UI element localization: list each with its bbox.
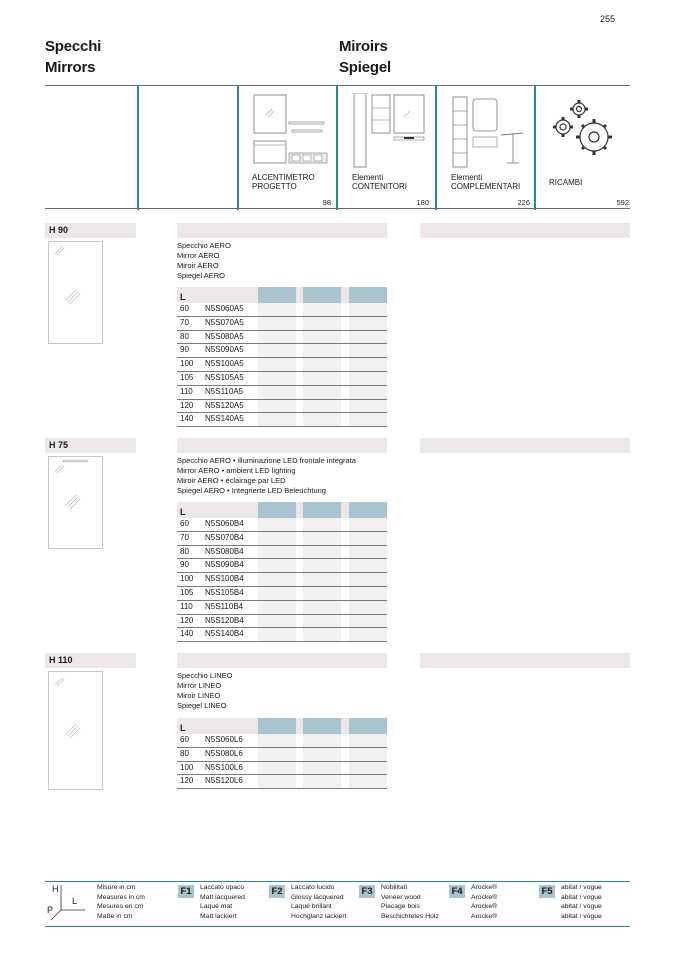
price-cell bbox=[349, 546, 387, 559]
price-cell bbox=[258, 386, 296, 399]
section-header-bar bbox=[177, 223, 387, 238]
axis-p-label: P bbox=[47, 905, 54, 915]
section-label-h90: H 90 bbox=[45, 223, 136, 238]
price-cell bbox=[349, 532, 387, 545]
section-header-bar bbox=[177, 653, 387, 668]
section-header-bar bbox=[420, 438, 630, 453]
price-cell bbox=[258, 532, 296, 545]
price-cell bbox=[258, 587, 296, 600]
finish-column-header bbox=[303, 502, 341, 518]
section-label-h75: H 75 bbox=[45, 438, 136, 453]
finish-text: Arocke® bbox=[471, 903, 498, 910]
nav-label: COMPLEMENTARI bbox=[451, 182, 521, 191]
width-value: 105 bbox=[180, 372, 194, 382]
product-code: N5S080B4 bbox=[205, 546, 244, 556]
product-description bbox=[177, 671, 232, 711]
price-cell bbox=[303, 546, 341, 559]
product-code: N5S100B4 bbox=[205, 574, 244, 584]
finish-text: Arocke® bbox=[471, 893, 498, 901]
measures-de: Maße in cm bbox=[97, 912, 133, 920]
width-value: 120 bbox=[180, 615, 194, 625]
price-cell bbox=[349, 748, 387, 761]
nav-label: RICAMBI bbox=[549, 178, 583, 187]
price-table bbox=[177, 718, 387, 789]
price-cell bbox=[258, 628, 296, 641]
width-value: 80 bbox=[180, 546, 189, 556]
title-de: Spiegel bbox=[339, 59, 391, 76]
price-cell bbox=[349, 559, 387, 572]
product-code: N5S090A5 bbox=[205, 345, 244, 355]
desc-en: Mirror AERO • ambient LED lighting bbox=[177, 466, 296, 475]
product-code: N5S060L6 bbox=[205, 735, 243, 744]
finish-code-f5: F5 bbox=[539, 885, 555, 898]
width-value: 90 bbox=[180, 345, 189, 355]
price-cell bbox=[258, 615, 296, 628]
price-cell bbox=[349, 303, 387, 316]
product-code: N5S100L6 bbox=[205, 762, 243, 772]
mirror-led-reflection-icon bbox=[49, 457, 102, 548]
price-cell bbox=[303, 344, 341, 357]
finish-text: abitat / vogue bbox=[561, 893, 602, 901]
table-row bbox=[177, 372, 387, 386]
desc-fr: Miroir LINEO bbox=[177, 691, 221, 700]
nav-separator bbox=[336, 86, 338, 210]
product-description bbox=[177, 456, 356, 496]
price-cell bbox=[349, 400, 387, 413]
price-cell bbox=[258, 762, 296, 775]
width-value: 110 bbox=[180, 601, 193, 611]
price-cell bbox=[258, 546, 296, 559]
price-cell bbox=[349, 628, 387, 641]
product-code: N5S080A5 bbox=[205, 331, 244, 341]
axis-h-label: H bbox=[52, 884, 59, 894]
price-cell bbox=[303, 615, 341, 628]
price-cell bbox=[303, 532, 341, 545]
price-cell bbox=[349, 573, 387, 586]
table-row bbox=[177, 386, 387, 400]
finish-column-header bbox=[303, 287, 341, 303]
nav-ricambi-link[interactable] bbox=[549, 97, 619, 187]
nav-page-number: 180 bbox=[416, 198, 429, 207]
finish-text: Hochglanz lackiert bbox=[291, 912, 347, 920]
product-code: N5S120L6 bbox=[205, 776, 243, 786]
title-left bbox=[45, 36, 101, 78]
price-cell bbox=[303, 587, 341, 600]
finish-text: abitat / vogue bbox=[561, 912, 602, 920]
price-cell bbox=[258, 358, 296, 371]
price-cell bbox=[258, 518, 296, 531]
product-code: N5S120A5 bbox=[205, 400, 244, 410]
width-value: 60 bbox=[180, 519, 189, 528]
price-cell bbox=[303, 358, 341, 371]
price-cell bbox=[303, 317, 341, 330]
finish-code-f3: F3 bbox=[359, 885, 375, 898]
table-row bbox=[177, 628, 387, 642]
price-cell bbox=[349, 775, 387, 788]
price-cell bbox=[303, 748, 341, 761]
finish-text: Matt lackiert bbox=[200, 912, 237, 920]
price-cell bbox=[258, 748, 296, 761]
section-header-bar bbox=[420, 223, 630, 238]
finish-column-header bbox=[303, 718, 341, 734]
nav-label: PROGETTO bbox=[252, 182, 297, 191]
nav-page-number: 226 bbox=[517, 198, 530, 207]
measures-en: Measures in cm bbox=[97, 893, 145, 901]
nav-alcentimetro-link[interactable] bbox=[252, 93, 332, 191]
price-cell bbox=[258, 775, 296, 788]
price-cell bbox=[303, 518, 341, 531]
width-column-header: L bbox=[180, 723, 186, 733]
desc-de: Spiegel AERO bbox=[177, 271, 225, 280]
desc-de: Spiegel AERO • Integrierte LED Beleuchtung bbox=[177, 486, 326, 495]
price-cell bbox=[303, 762, 341, 775]
price-cell bbox=[303, 628, 341, 641]
width-value: 105 bbox=[180, 587, 194, 597]
desc-en: Mirror AERO bbox=[177, 251, 220, 260]
finish-code-f4: F4 bbox=[449, 885, 465, 898]
mirror-reflection-icon bbox=[49, 672, 102, 789]
measures-fr: Mesures en cm bbox=[97, 903, 144, 910]
price-cell bbox=[258, 372, 296, 385]
desc-de: Spiegel LINEO bbox=[177, 701, 227, 710]
price-cell bbox=[258, 317, 296, 330]
product-code: N5S120B4 bbox=[205, 615, 244, 625]
price-cell bbox=[349, 317, 387, 330]
width-value: 80 bbox=[180, 748, 189, 758]
table-row bbox=[177, 358, 387, 372]
finish-column-header bbox=[258, 718, 296, 734]
product-code: N5S060A5 bbox=[205, 304, 244, 313]
finish-column-header bbox=[349, 502, 387, 518]
dimension-axes-diagram bbox=[45, 883, 87, 923]
mirror-illustration bbox=[48, 671, 103, 790]
finish-code-f2: F2 bbox=[269, 885, 285, 898]
finish-text: Glossy lacquered bbox=[291, 893, 344, 901]
width-value: 70 bbox=[180, 317, 189, 327]
table-row bbox=[177, 400, 387, 414]
price-table bbox=[177, 502, 387, 642]
table-row bbox=[177, 546, 387, 560]
finish-text: Matt lacquered bbox=[200, 893, 245, 901]
nav-separator bbox=[237, 86, 239, 210]
table-row bbox=[177, 775, 387, 789]
price-cell bbox=[303, 303, 341, 316]
width-value: 140 bbox=[180, 629, 194, 639]
footer-top-rule bbox=[45, 881, 630, 882]
table-body bbox=[177, 303, 387, 427]
section-header-bar bbox=[420, 653, 630, 668]
width-value: 80 bbox=[180, 331, 189, 341]
mirror-illustration bbox=[48, 456, 103, 549]
mirror-illustration bbox=[48, 241, 103, 344]
table-row bbox=[177, 317, 387, 331]
nav-label: Elementi bbox=[451, 173, 483, 182]
table-row bbox=[177, 587, 387, 601]
product-code: N5S140A5 bbox=[205, 414, 244, 424]
table-row bbox=[177, 559, 387, 573]
price-cell bbox=[258, 734, 296, 747]
nav-page-number: 98 bbox=[322, 198, 331, 207]
product-code: N5S105B4 bbox=[205, 587, 244, 597]
price-cell bbox=[303, 573, 341, 586]
desc-it: Specchio AERO • illuminazione LED frontale integrata bbox=[177, 456, 356, 465]
table-row bbox=[177, 615, 387, 629]
finish-text: Veneer wood bbox=[381, 893, 421, 901]
finish-text: Placage bois bbox=[381, 903, 420, 910]
price-cell bbox=[303, 775, 341, 788]
title-right bbox=[339, 36, 391, 78]
price-cell bbox=[349, 372, 387, 385]
title-fr: Miroirs bbox=[339, 38, 388, 55]
product-code: N5S110B4 bbox=[205, 601, 244, 611]
desc-fr: Miroir AERO bbox=[177, 261, 219, 270]
table-body bbox=[177, 518, 387, 642]
finish-column-header bbox=[258, 502, 296, 518]
finish-text: Laccato lucido bbox=[291, 884, 335, 891]
cabinets-illustration bbox=[352, 93, 432, 168]
width-value: 110 bbox=[180, 386, 193, 396]
price-cell bbox=[258, 344, 296, 357]
product-code: N5S080L6 bbox=[205, 748, 243, 758]
table-row bbox=[177, 573, 387, 587]
product-code: N5S100A5 bbox=[205, 359, 244, 369]
width-value: 60 bbox=[180, 304, 189, 313]
nav-complementari-link[interactable] bbox=[451, 93, 531, 191]
nav-label: ALCENTIMETRO bbox=[252, 173, 315, 182]
price-cell bbox=[303, 400, 341, 413]
axis-l-label: L bbox=[72, 896, 78, 906]
finish-text: Beschichtetes Holz bbox=[381, 912, 439, 920]
nav-separator bbox=[534, 86, 536, 210]
price-table bbox=[177, 287, 387, 427]
page-number: 255 bbox=[600, 14, 616, 24]
price-cell bbox=[349, 331, 387, 344]
table-row bbox=[177, 748, 387, 762]
table-row bbox=[177, 303, 387, 317]
price-cell bbox=[349, 386, 387, 399]
price-cell bbox=[349, 358, 387, 371]
finish-text: Laccato opaco bbox=[200, 884, 245, 891]
width-value: 70 bbox=[180, 532, 189, 542]
product-description bbox=[177, 241, 231, 281]
price-cell bbox=[303, 413, 341, 426]
finish-column-header bbox=[349, 287, 387, 303]
price-cell bbox=[258, 573, 296, 586]
mirror-project-illustration bbox=[252, 93, 332, 168]
price-cell bbox=[349, 518, 387, 531]
finish-text: Arocke® bbox=[471, 884, 498, 891]
finish-code-f1: F1 bbox=[178, 885, 194, 898]
finish-legend-f2 bbox=[291, 883, 347, 921]
table-row bbox=[177, 413, 387, 427]
section-header-bar bbox=[177, 438, 387, 453]
table-row bbox=[177, 734, 387, 748]
measures-legend bbox=[97, 883, 145, 921]
price-cell bbox=[258, 559, 296, 572]
nav-page-number: 592 bbox=[616, 198, 629, 207]
finish-legend-f1 bbox=[200, 883, 245, 921]
measures-it: Misure in cm bbox=[97, 884, 136, 891]
finish-column-header bbox=[258, 287, 296, 303]
price-cell bbox=[258, 413, 296, 426]
finish-text: Arocke® bbox=[471, 912, 498, 920]
product-code: N5S140B4 bbox=[205, 629, 244, 639]
price-cell bbox=[303, 559, 341, 572]
finish-legend-f5 bbox=[561, 883, 602, 921]
complementary-elements-illustration bbox=[451, 93, 531, 168]
product-code: N5S060B4 bbox=[205, 519, 244, 528]
desc-it: Specchio LINEO bbox=[177, 671, 233, 680]
finish-text: Laqué brillant bbox=[291, 903, 332, 910]
desc-en: Mirror LINEO bbox=[177, 681, 222, 690]
price-cell bbox=[349, 344, 387, 357]
finish-legend-f4 bbox=[471, 883, 497, 921]
mirror-reflection-icon bbox=[49, 242, 102, 343]
nav-separator bbox=[435, 86, 437, 210]
price-cell bbox=[258, 331, 296, 344]
table-header bbox=[177, 502, 387, 518]
finish-text: abitat / vogue bbox=[561, 884, 602, 891]
width-column-header: L bbox=[180, 507, 186, 517]
finish-text: Laqué mat bbox=[200, 903, 233, 910]
table-row bbox=[177, 601, 387, 615]
price-cell bbox=[349, 615, 387, 628]
price-cell bbox=[349, 734, 387, 747]
product-code: N5S105A5 bbox=[205, 372, 244, 382]
price-cell bbox=[303, 601, 341, 614]
nav-separator bbox=[137, 86, 139, 210]
price-cell bbox=[258, 400, 296, 413]
table-row bbox=[177, 532, 387, 546]
width-value: 100 bbox=[180, 574, 194, 584]
desc-fr: Miroir AERO • éclairage par LED bbox=[177, 476, 286, 485]
price-cell bbox=[303, 331, 341, 344]
finish-text: abitat / vogue bbox=[561, 903, 602, 910]
width-value: 90 bbox=[180, 560, 189, 570]
table-header bbox=[177, 287, 387, 303]
width-value: 120 bbox=[180, 400, 194, 410]
width-value: 140 bbox=[180, 414, 194, 424]
price-cell bbox=[303, 386, 341, 399]
section-label-h110: H 110 bbox=[45, 653, 136, 668]
table-row bbox=[177, 762, 387, 776]
price-cell bbox=[349, 762, 387, 775]
nav-label: Elementi bbox=[352, 173, 384, 182]
price-cell bbox=[303, 372, 341, 385]
title-en: Mirrors bbox=[45, 59, 96, 76]
finish-column-header bbox=[349, 718, 387, 734]
desc-it: Specchio AERO bbox=[177, 241, 231, 250]
price-cell bbox=[258, 601, 296, 614]
width-value: 120 bbox=[180, 776, 194, 786]
finish-legend-f3 bbox=[381, 883, 439, 921]
width-value: 100 bbox=[180, 762, 194, 772]
nav-contenitori-link[interactable] bbox=[352, 93, 432, 191]
product-code: N5S110A5 bbox=[205, 386, 244, 396]
table-header bbox=[177, 718, 387, 734]
price-cell bbox=[258, 303, 296, 316]
table-row bbox=[177, 518, 387, 532]
gears-icon bbox=[549, 97, 619, 167]
nav-label: CONTENITORI bbox=[352, 182, 407, 191]
price-cell bbox=[303, 734, 341, 747]
product-code: N5S070A5 bbox=[205, 317, 244, 327]
table-body bbox=[177, 734, 387, 789]
footer-bottom-rule bbox=[45, 926, 630, 927]
finish-text: Nobilitati bbox=[381, 884, 408, 891]
price-cell bbox=[349, 587, 387, 600]
width-value: 100 bbox=[180, 359, 194, 369]
product-code: N5S090B4 bbox=[205, 560, 244, 570]
title-it: Specchi bbox=[45, 38, 102, 55]
width-value: 60 bbox=[180, 735, 189, 744]
price-cell bbox=[349, 413, 387, 426]
table-row bbox=[177, 344, 387, 358]
price-cell bbox=[349, 601, 387, 614]
product-code: N5S070B4 bbox=[205, 532, 244, 542]
width-column-header: L bbox=[180, 292, 186, 302]
table-row bbox=[177, 331, 387, 345]
